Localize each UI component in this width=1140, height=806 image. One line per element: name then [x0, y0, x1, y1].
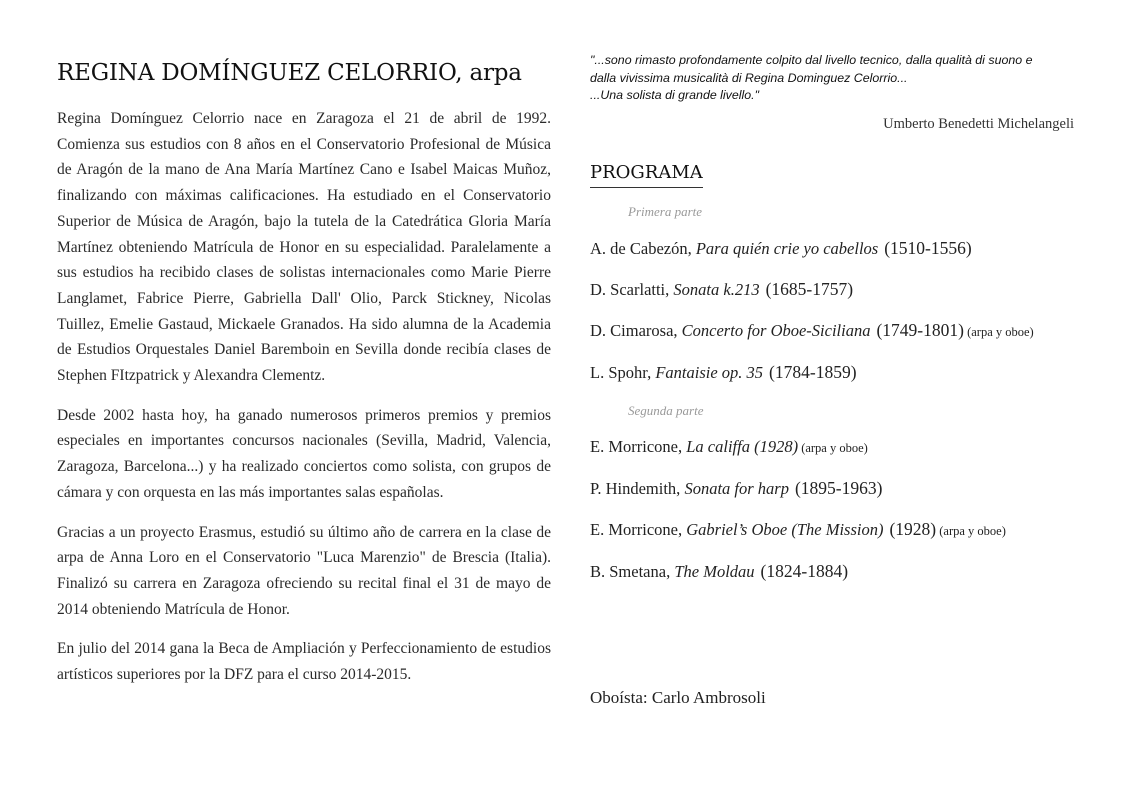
- program-item: [590, 318, 1090, 344]
- composer-years: (1928): [889, 518, 937, 539]
- program-item: [590, 559, 1090, 584]
- bio-paragraph: Desde 2002 hasta hoy, ha ganado numerosos primeros premios y premios especiales en importantes concursos nacionales (Sevilla, Madrid, Valencia, Zaragoza, Barcelona...) y ha realizado conciertos como solista, con grupos de cámara y con orquesta en las más importantes salas españolas.: [57, 406, 551, 501]
- composer-years: (1895-1963): [794, 477, 883, 498]
- work-title: Gabriel’s Oboe (The Mission): [686, 519, 884, 539]
- program-item: [590, 517, 1090, 543]
- program-item: [590, 277, 1090, 302]
- work-title: Para quién crie yo cabellos: [695, 238, 879, 258]
- quote-author: Umberto Benedetti Michelangeli: [883, 115, 1074, 132]
- composer: E. Morricone,: [590, 519, 687, 539]
- bio-paragraph: Gracias a un proyecto Erasmus, estudió su último año de carrera en la clase de arpa de Anna Loro en el Conservatorio "Luca Marenzio" de Brescia (Italia). Finalizó su carrera en Zaragoza ofreciendo su recital final el 31 de mayo de 2014 obteniendo Matrícula de Honor.: [57, 523, 551, 618]
- program-item: [590, 476, 1090, 501]
- bio-paragraph: En julio del 2014 gana la Beca de Ampliación y Perfeccionamiento de estudios artísticos superiores por la DFZ para el curso 2014-2015.: [57, 640, 551, 684]
- oboist-credit: Oboísta: Carlo Ambrosoli: [590, 688, 766, 707]
- instrumentation: (arpa y oboe): [936, 523, 1006, 538]
- work-title: The Moldau: [674, 561, 755, 581]
- program-column: [590, 52, 1090, 584]
- part-two-list: [590, 435, 1090, 584]
- instrumentation: (arpa y oboe): [963, 324, 1034, 339]
- composer: D. Cimarosa,: [590, 320, 682, 340]
- composer-years: (1824-1884): [760, 560, 849, 581]
- part-one-list: [590, 236, 1090, 385]
- program-item: [590, 236, 1090, 261]
- composer: L. Spohr,: [590, 362, 656, 382]
- press-quote: "...sono rimasto profondamente colpito dal livello tecnico, dalla qualità di suono e dalla vivissima musicalità di Regina Dominguez Celorrio... ...Una solista di grande livello.": [590, 53, 1033, 102]
- work-title: Sonata k.213: [673, 279, 760, 299]
- bio-paragraph: Regina Domínguez Celorrio nace en Zaragoza el 21 de abril de 1992. Comienza sus estudios con 8 años en el Conservatorio Profesional de Música de Aragón de la mano de Ana María Martínez Cano e Isabel Maicas Muñoz, finalizando con máximas calificaciones. Ha estudiado en el Conservatorio Superior de Música de Aragón, bajo la tutela de la Catedrática Gloria María Martínez obteniendo Matrícula de Honor en su especialidad. Paralelamente a sus estudios ha recibido clases de solistas internacionales como Marie Pierre Langlamet, Fabrice Pierre, Gabriella Dall' Olio, Parck Stickney, Nicolas Tuillez, Emelie Gastaud, Mickaele Granados. Ha sido alumna de la Academia de Estudios Orquestales Daniel Baremboin en Sevilla donde recibía clases de Stephen FItzpatrick y Alexandra Clementz.: [57, 110, 551, 385]
- biography-column: [57, 56, 551, 702]
- composer-years: (1749-1801): [876, 319, 964, 340]
- work-title: La califfa (1928): [686, 436, 799, 456]
- composer: A. de Cabezón,: [590, 238, 696, 258]
- instrumentation: (arpa y oboe): [798, 440, 868, 455]
- work-title: Sonata for harp: [684, 478, 789, 498]
- part-two-label: Segunda parte: [628, 402, 704, 418]
- page-title: REGINA DOMÍNGUEZ CELORRIO, arpa: [57, 60, 522, 86]
- part-one-label: Primera parte: [628, 203, 703, 219]
- program-item: [590, 435, 1090, 460]
- composer: D. Scarlatti,: [590, 279, 674, 299]
- composer-years: (1784-1859): [769, 361, 857, 382]
- program-item: [590, 360, 1090, 385]
- biography-text: [57, 106, 551, 688]
- composer-years: (1685-1757): [765, 278, 854, 299]
- work-title: Fantaisie op. 35: [655, 362, 764, 382]
- program-heading: PROGRAMA: [590, 161, 703, 188]
- composer-years: (1510-1556): [884, 237, 972, 258]
- work-title: Concerto for Oboe-Siciliana: [681, 320, 871, 340]
- composer: B. Smetana,: [590, 561, 675, 581]
- composer: E. Morricone,: [590, 436, 687, 456]
- composer: P. Hindemith,: [590, 478, 685, 498]
